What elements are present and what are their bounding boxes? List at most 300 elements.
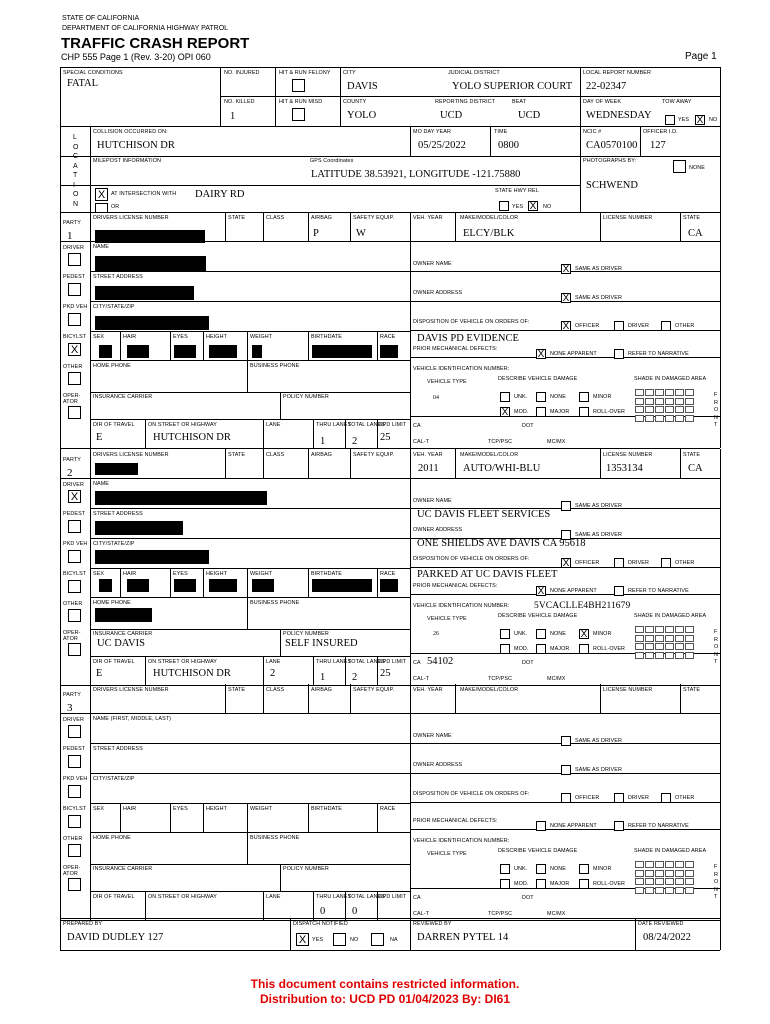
damage-area-cell[interactable] [685,652,694,659]
officer-id-value: 127 [650,140,666,151]
party-1-dir-label: DIR OF TRAVEL [93,422,135,428]
party-2-spd-label: SPD LIMIT [379,659,407,665]
party-1-vtype-label: VEHICLE TYPE [427,379,467,385]
redaction-p1-eyes [174,345,196,358]
damage-area-cell[interactable] [635,870,644,877]
redaction-p1-csz [95,316,209,330]
damage-area-cell[interactable] [675,643,684,650]
party-3-driver-disp-checkbox[interactable] [614,793,624,803]
damage-area-cell[interactable] [685,870,694,877]
p2-total: 2 [352,672,358,683]
damage-area-cell[interactable] [645,626,654,633]
party-1-none-apparent-checkbox[interactable] [536,349,546,359]
p2-dir: E [96,668,103,679]
party-1-lane-label: LANE [266,422,281,428]
front-letter: T [714,659,718,665]
party-2-weight-label: WEIGHT [250,571,273,577]
ncic-label: NCIC # [583,129,602,135]
party-3-calt-label: CAL-T [413,911,430,917]
redaction-p2-eyes [174,579,196,592]
location-letter: A [73,162,78,170]
party-3-race-label: RACE [380,806,396,812]
party-3-onstreet-label: ON STREET OR HIGHWAY [148,894,217,900]
party-1-hair-label: HAIR [123,334,137,340]
p2-vehyear: 2011 [418,463,439,474]
party-3-none-dmg-checkbox[interactable] [536,864,546,874]
party-1-dl-label: DRIVERS LICENSE NUMBER [93,215,169,221]
damage-area-cell[interactable] [645,389,654,396]
damage-area-cell[interactable] [685,635,694,642]
damage-area-cell[interactable] [655,861,664,868]
front-letter: O [714,879,719,885]
party-3-dir-label: DIR OF TRAVEL [93,894,135,900]
party-3-weight-label: WEIGHT [250,806,273,812]
party-3-ca-label: CA [413,895,421,901]
party-1-bicylst-checkbox[interactable] [68,343,81,356]
party-2-same-name-label: SAME AS DRIVER [575,503,622,509]
beat-label: BEAT [512,99,527,105]
party-2-busphone-label: BUSINESS PHONE [250,600,300,606]
front-letter: F [714,864,718,870]
damage-area-cell[interactable] [645,887,654,894]
party-2-pkdveh-checkbox[interactable] [68,550,81,563]
photographs-none-checkbox[interactable] [673,160,686,173]
damage-area-cell[interactable] [655,406,664,413]
damage-area-cell[interactable] [655,389,664,396]
party-1-pkdveh-checkbox[interactable] [68,313,81,326]
party-2-same-name-checkbox[interactable] [561,501,571,511]
damage-area-cell[interactable] [645,861,654,868]
damage-area-cell[interactable] [675,415,684,422]
damage-area-cell[interactable] [635,389,644,396]
p1-dir: E [96,432,103,443]
p2-makemodel: AUTO/WHI-BLU [463,463,541,474]
dispatch-na-label: NA [390,937,398,943]
party-2-label: PARTY [63,457,81,463]
damage-area-cell[interactable] [635,626,644,633]
party-2-driver-mark: X [70,491,79,503]
gps-value: LATITUDE 38.53921, LONGITUDE -121.75880 [311,169,521,180]
party-1-other-checkbox[interactable] [68,372,81,385]
party-3-other-disp-label: OTHER [675,795,695,801]
officer-id-label: OFFICER I.D. [643,129,678,135]
damage-area-cell[interactable] [665,887,674,894]
party-3-none-apparent-checkbox[interactable] [536,821,546,831]
party-3-refer-label: REFER TO NARRATIVE [628,823,689,829]
damage-area-cell[interactable] [635,652,644,659]
p2-insurance: UC DAVIS [97,638,145,649]
party-2-unk-checkbox[interactable] [500,629,510,639]
party-2-mod-checkbox[interactable] [500,644,510,654]
party-1-other-disp-checkbox[interactable] [661,321,671,331]
party-3-prior-label: PRIOR MECHANICAL DEFECTS: [413,818,498,824]
day-of-week-label: DAY OF WEEK [583,99,622,105]
party-3-vtype-label: VEHICLE TYPE [427,851,467,857]
damage-area-cell[interactable] [665,861,674,868]
p3-thru: 0 [320,906,326,917]
party-3-describe-label: DESCRIBE VEHICLE DAMAGE [498,848,578,854]
state-hwy-yes-checkbox[interactable] [499,201,509,211]
party-3-mod-checkbox[interactable] [500,879,510,889]
reporting-district-label: REPORTING DISTRICT [435,99,496,105]
damage-area-cell[interactable] [675,406,684,413]
p3-total: 0 [352,906,358,917]
party-2-other-disp-checkbox[interactable] [661,558,671,568]
party-3-driver-disp-label: DRIVER [628,795,649,801]
party-1-unk-checkbox[interactable] [500,392,510,402]
or-checkbox[interactable] [95,203,108,213]
party-1-weight-label: WEIGHT [250,334,273,340]
damage-area-cell[interactable] [645,878,654,885]
p1-safety: W [356,228,366,239]
party-1-mod-checkbox[interactable] [500,407,510,417]
party-1-label: PARTY [63,220,81,226]
damage-area-cell[interactable] [635,635,644,642]
damage-area-cell[interactable] [655,887,664,894]
party-1-describe-label: DESCRIBE VEHICLE DAMAGE [498,376,578,382]
party-2-oper-checkbox[interactable] [68,643,81,656]
p2-disposition: PARKED AT UC DAVIS FLEET [417,569,558,580]
damage-area-cell[interactable] [675,878,684,885]
party-2-vehyear-label: VEH. YEAR [413,452,443,458]
damage-area-cell[interactable] [685,643,694,650]
damage-area-cell[interactable] [665,643,674,650]
p1-vehicle-type: 04 [433,395,439,401]
party-1-pedest-checkbox[interactable] [68,283,81,296]
front-letter: F [714,629,718,635]
damage-area-cell[interactable] [655,398,664,405]
damage-area-cell[interactable] [665,398,674,405]
party-1-same-addr-checkbox[interactable] [561,293,571,303]
party-1-driver-disp-checkbox[interactable] [614,321,624,331]
party-1-number: 1 [67,230,73,242]
party-1-safety-label: SAFETY EQUIP. [353,215,395,221]
party-2-airbag-label: AIRBAG [311,452,332,458]
party-2-none-dmg-label: NONE [550,631,566,637]
party-2-major-label: MAJOR [550,646,570,652]
p2-owner-name: UC DAVIS FLEET SERVICES [417,509,551,520]
redaction-p1-street [95,286,194,300]
damage-area-cell[interactable] [675,635,684,642]
party-2-officer-label: OFFICER [575,560,600,566]
location-letter: C [73,153,79,160]
damage-area-cell[interactable] [645,635,654,642]
local-report-number-value: 22-02347 [586,81,627,92]
front-letter: T [714,422,718,428]
damage-area-cell[interactable] [665,406,674,413]
party-1-mcmx-label: MC/MX [547,439,566,445]
party-3-sex-label: SEX [93,806,105,812]
party-1-refer-label: REFER TO NARRATIVE [628,351,689,357]
party-3-lstate-label: STATE [683,687,701,693]
front-letter: N [714,886,718,893]
party-2-license-label: LICENSE NUMBER [603,452,653,458]
p2-thru: 1 [320,672,326,683]
damage-area-cell[interactable] [635,406,644,413]
party-3-officer-checkbox[interactable] [561,793,571,803]
party-3-driver-checkbox[interactable] [68,725,81,738]
redaction-p2-dl [95,463,138,475]
party-3-safety-label: SAFETY EQUIP. [353,687,395,693]
party-2-pedest-checkbox[interactable] [68,520,81,533]
damage-area-cell[interactable] [645,415,654,422]
county-label: COUNTY [343,99,367,105]
party-1-calt-label: CAL-T [413,439,430,445]
location-letter: N [73,200,79,208]
damage-area-cell[interactable] [635,878,644,885]
party-2-officer-checkbox[interactable] [561,558,571,568]
party-3-pkdveh-checkbox[interactable] [68,785,81,798]
party-1-pkdveh-label: PKD VEH [63,304,88,310]
party-1-minor-checkbox[interactable] [579,392,589,402]
party-3-major-checkbox[interactable] [536,879,546,889]
party-2-other-checkbox[interactable] [68,609,81,622]
damage-area-cell[interactable] [685,626,694,633]
damage-area-cell[interactable] [685,878,694,885]
dispatch-yes-label: YES [312,937,324,943]
restricted-notice-line2: Distribution to: UCD PD 01/04/2023 By: DI61 [259,992,511,1006]
damage-area-cell[interactable] [655,643,664,650]
collision-occurred-label: COLLISION OCCURRED ON: [93,129,168,135]
party-3-oper-checkbox[interactable] [68,878,81,891]
party-3-same-name-label: SAME AS DRIVER [575,738,622,744]
party-1-name-label: NAME [93,244,109,250]
location-letter: T [73,172,78,179]
party-2-street-label: STREET ADDRESS [93,511,143,517]
party-1-oper-checkbox[interactable] [68,406,81,419]
damage-area-cell[interactable] [665,389,674,396]
party-1-busphone-label: BUSINESS PHONE [250,363,300,369]
party-3-oper-label: OPER- [63,865,81,871]
party-1-state-label: STATE [228,215,246,221]
redaction-p2-name [95,491,267,505]
damage-area-cell[interactable] [655,626,664,633]
damage-area-cell[interactable] [645,643,654,650]
damage-area-cell[interactable] [685,887,694,894]
or-label: OR [111,204,120,210]
damage-area-cell[interactable] [675,887,684,894]
ncic-value: CA0570100 [586,140,638,151]
party-3-birthdate-label: BIRTHDATE [311,806,342,812]
damage-area-cell[interactable] [645,652,654,659]
local-report-number-label: LOCAL REPORT NUMBER [583,70,652,76]
party-1-vehyear-label: VEH. YEAR [413,215,443,221]
redaction-p2-csz [95,550,209,564]
date-reviewed-value: 08/24/2022 [643,932,691,943]
party-1-oper-label: OPER- [63,393,81,399]
damage-area-cell[interactable] [685,861,694,868]
party-1-disposition-label: DISPOSITION OF VEHICLE ON ORDERS OF: [413,319,530,325]
party-2-minor-mark: X [580,629,588,640]
party-2-calt-label: CAL-T [413,676,430,682]
damage-area-cell[interactable] [655,652,664,659]
party-1-total-label: TOTAL LANES [348,422,385,428]
damage-area-cell[interactable] [675,861,684,868]
party-2-none-dmg-checkbox[interactable] [536,629,546,639]
party-2-owner-label: OWNER NAME [413,498,452,504]
damage-area-cell[interactable] [685,398,694,405]
damage-area-cell[interactable] [635,398,644,405]
party-3-other-checkbox[interactable] [68,844,81,857]
judicial-district-label: JUDICIAL DISTRICT [448,70,500,76]
party-2-refer-checkbox[interactable] [614,586,624,596]
party-3-total-label: TOTAL LANES [348,894,385,900]
tow-away-no-checkbox[interactable] [695,115,705,125]
hit-run-misd-checkbox[interactable] [292,108,305,121]
party-3-same-addr-checkbox[interactable] [561,765,571,775]
tow-away-yes-checkbox[interactable] [665,115,675,125]
date-label: MO DAY YEAR [413,129,451,135]
party-1-none-apparent-mark: X [537,349,545,360]
front-letter: T [714,894,718,900]
reviewed-by-label: REVIEWED BY [413,921,452,927]
party-3-state-label: STATE [228,687,246,693]
at-intersection-mark: X [97,189,106,201]
redaction-p1-dl [95,230,205,243]
party-2-vin-label: VEHICLE IDENTIFICATION NUMBER: [413,603,510,609]
party-1-same-name-checkbox[interactable] [561,264,571,274]
party-1-refer-checkbox[interactable] [614,349,624,359]
dispatch-no-checkbox[interactable] [333,933,346,946]
party-1-shade-label: SHADE IN DAMAGED AREA [634,376,707,382]
party-1-major-label: MAJOR [550,409,570,415]
no-killed-label: NO. KILLED [224,99,255,105]
damage-area-cell[interactable] [675,389,684,396]
damage-area-cell[interactable] [685,415,694,422]
damage-area-cell[interactable] [665,878,674,885]
front-letter: R [714,871,718,878]
party-1-class-label: CLASS [266,215,285,221]
beat-value: UCD [518,110,541,121]
location-letter: I [73,181,75,189]
party-1-unk-label: UNK. [514,394,528,400]
party-3-minor-checkbox[interactable] [579,864,589,874]
party-1-insurance-label: INSURANCE CARRIER [93,394,153,400]
damage-area-cell[interactable] [685,406,694,413]
party-1-none-dmg-checkbox[interactable] [536,392,546,402]
party-1-policy-label: POLICY NUMBER [283,394,329,400]
damage-area-cell[interactable] [665,635,674,642]
damage-area-cell[interactable] [665,652,674,659]
damage-area-cell[interactable] [635,415,644,422]
party-2-rollover-checkbox[interactable] [579,644,589,654]
damage-area-cell[interactable] [665,415,674,422]
damage-area-cell[interactable] [645,406,654,413]
damage-area-cell[interactable] [675,398,684,405]
party-2-ca-label: CA [413,660,421,666]
damage-area-cell[interactable] [665,626,674,633]
damage-area-cell[interactable] [635,887,644,894]
dispatch-yes-checkbox[interactable] [296,933,309,946]
front-letter: N [714,414,718,421]
party-3-same-addr-label: SAME AS DRIVER [575,767,622,773]
party-2-rollover-label: ROLL-OVER [593,646,626,652]
party-1-owner-label: OWNER NAME [413,261,452,267]
dispatch-na-checkbox[interactable] [371,933,384,946]
party-2-driver-disp-checkbox[interactable] [614,558,624,568]
party-1-homephone-label: HOME PHONE [93,363,131,369]
party-1-major-checkbox[interactable] [536,407,546,417]
party-3-bicylst-label: BICYLST [63,806,87,812]
party-3-label: PARTY [63,692,81,698]
party-3-bicylst-checkbox[interactable] [68,815,81,828]
party-3-airbag-label: AIRBAG [311,687,332,693]
damage-area-cell[interactable] [675,652,684,659]
photographs-none-label: NONE [689,165,705,171]
party-3-pkdveh-label: PKD VEH [63,776,88,782]
damage-area-cell[interactable] [665,870,674,877]
no-killed-value: 1 [230,111,236,122]
party-3-refer-checkbox[interactable] [614,821,624,831]
damage-area-cell[interactable] [675,626,684,633]
prepared-by-value: DAVID DUDLEY 127 [67,932,164,943]
party-3-unk-checkbox[interactable] [500,864,510,874]
city-value: DAVIS [347,81,378,92]
damage-area-cell[interactable] [635,643,644,650]
damage-area-cell[interactable] [655,415,664,422]
damage-area-cell[interactable] [655,878,664,885]
party-2-other-disp-label: OTHER [675,560,695,566]
damage-area-cell[interactable] [645,398,654,405]
front-letter: N [714,651,718,658]
party-2-driver-checkbox[interactable] [68,490,81,503]
damage-area-cell[interactable] [645,870,654,877]
party-2-shade-label: SHADE IN DAMAGED AREA [634,613,707,619]
hit-run-felony-checkbox[interactable] [292,79,305,92]
p2-owner-addr: ONE SHIELDS AVE DAVIS CA 95618 [417,538,586,549]
party-2-bicylst-checkbox[interactable] [68,580,81,593]
party-2-minor-checkbox[interactable] [579,629,589,639]
party-3-driver-label: DRIVER [63,717,84,723]
damage-area-cell[interactable] [675,870,684,877]
party-3-ator-label: ATOR [63,871,78,877]
party-1-mod-label: MOD. [514,409,529,415]
party-3-same-name-checkbox[interactable] [561,736,571,746]
damage-area-cell[interactable] [685,389,694,396]
party-1-officer-checkbox[interactable] [561,321,571,331]
party-2-none-apparent-checkbox[interactable] [536,586,546,596]
intersection-street-value: DAIRY RD [195,189,245,200]
party-2-eyes-label: EYES [173,571,188,577]
time-value: 0800 [498,140,519,151]
party-1-driver-checkbox[interactable] [68,253,81,266]
party-3-pedest-checkbox[interactable] [68,755,81,768]
report-title: TRAFFIC CRASH REPORT [61,35,250,52]
damage-area-cell[interactable] [635,861,644,868]
at-intersection-checkbox[interactable] [95,188,108,201]
party-3-rollover-checkbox[interactable] [579,879,589,889]
party-2-csz-label: CITY/STATE/ZIP [93,541,135,547]
tow-away-no-label: NO [709,117,718,123]
p1-airbag: P [313,228,319,239]
party-2-sex-label: SEX [93,571,105,577]
damage-area-cell[interactable] [655,870,664,877]
party-2-pedest-label: PEDEST [63,511,86,517]
party-3-other-disp-checkbox[interactable] [661,793,671,803]
hit-run-felony-label: HIT & RUN FELONY [279,70,331,76]
party-3-mod-label: MOD. [514,881,529,887]
state-heading: STATE OF CALIFORNIA [62,15,140,22]
party-2-major-checkbox[interactable] [536,644,546,654]
party-3-spd-label: SPD LIMIT [379,894,407,900]
damage-area-cell[interactable] [655,635,664,642]
state-hwy-no-checkbox[interactable] [528,201,538,211]
location-letter: L [73,134,77,141]
location-letter: O [73,191,79,198]
party-1-officer-label: OFFICER [575,323,600,329]
party-1-ator-label: ATOR [63,399,78,405]
party-1-rollover-checkbox[interactable] [579,407,589,417]
